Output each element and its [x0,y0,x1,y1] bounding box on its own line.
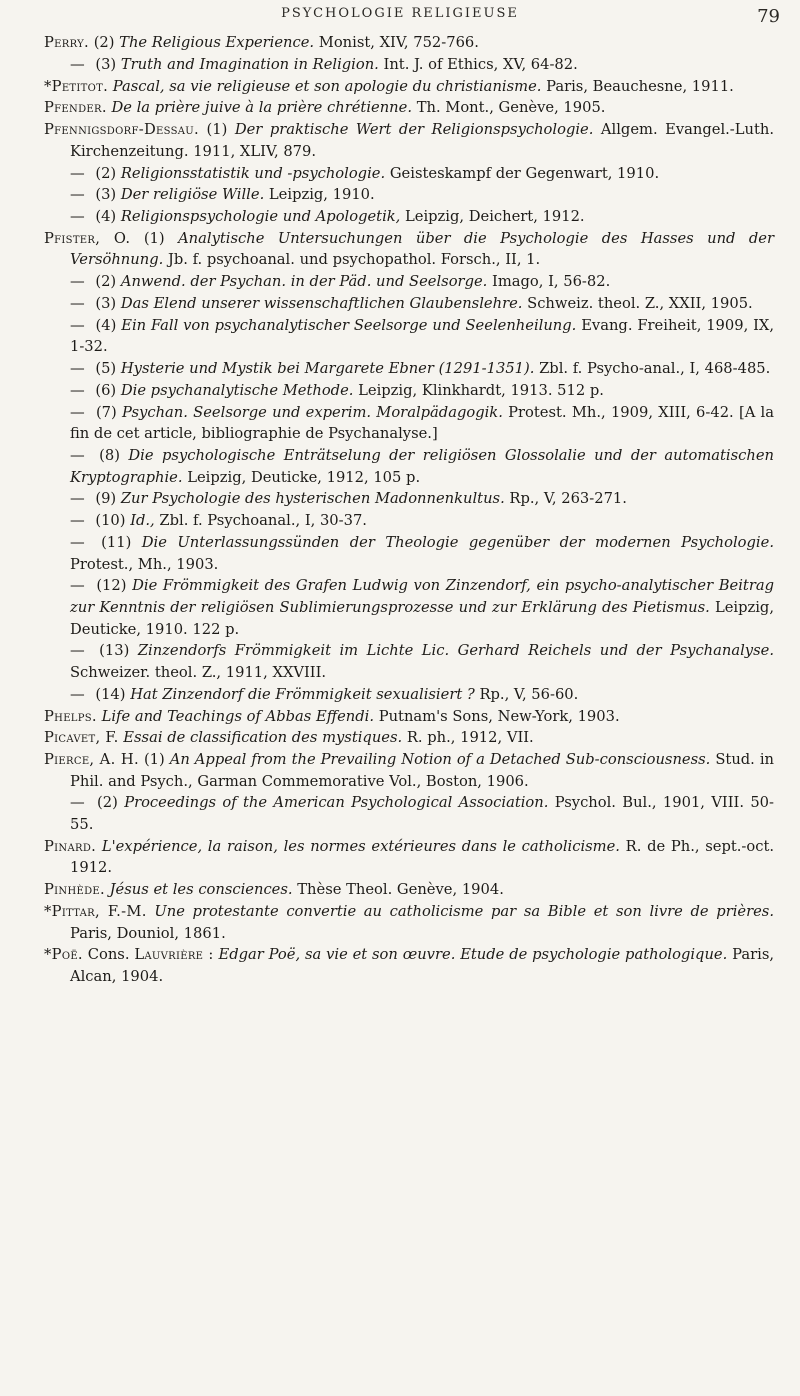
entry-author-secondary: Lauvrière : [134,946,214,964]
entry-title: Hysterie und Mystik bei Margarete Ebner (1291-1351). [120,360,535,378]
running-title: PSYCHOLOGIE RELIGIEUSE [281,6,519,21]
bibliography-entry [44,792,774,835]
entry-number: (13) [99,642,130,660]
entry-dash: — [70,186,85,204]
entry-number: (9) [95,490,117,508]
entry-number: (14) [95,685,126,703]
entry-title: Religionsstatistik und -psychologie. [120,164,386,182]
entry-number: (2) [95,273,117,291]
entry-title: Id., [130,512,155,530]
entry-number: (1) [143,751,165,769]
entry-number: (6) [95,381,117,399]
entry-details: Allgem. Evangel.-Luth. Kirchenzeitung. 1911, XLIV, 879. [70,121,775,160]
bibliography-entry [44,727,774,749]
entry-number: (2) [95,164,117,182]
bibliography-entry [44,706,774,728]
bibliography-entry [44,532,774,575]
entry-title: Jésus et les consciences. [109,881,293,899]
entry-title: Die psychologische Enträtselung der religiösen Glossolalie und der automatischen Kryptographie. [70,447,774,486]
entry-details: Int. J. of Ethics, XV, 64-82. [383,55,578,73]
bibliography-entry [44,271,774,293]
entry-author: Pinhède. [44,881,105,899]
entry-details: Protest. Mh., 1909, XIII, 6-42. [A la fin de cet article, bibliographie de Psychanalyse.] [70,403,775,443]
entry-title: Hat Zinzendorf die Frömmigkeit sexualisiert ? [130,685,475,703]
entry-number: (11) [101,534,132,552]
entry-dash: — [70,316,85,334]
entry-details: Rp., V, 263-271. [509,490,627,508]
entry-author: Pfender. [44,99,107,117]
entry-details: Geisteskampf der Gegenwart, 1910. [389,164,660,182]
entry-number: (5) [95,360,117,378]
entry-title: Der praktische Wert der Religionspsychologie. [234,121,594,139]
entry-details: Leipzig, 1910. [268,186,375,204]
bibliography-entry [44,836,774,879]
entry-details: Leipzig, Klinkhardt, 1913. 512 p. [358,381,604,399]
entry-dash: — [70,447,85,465]
entry-author: *Petitot. [44,77,109,95]
entry-details: Paris, Beauchesne, 1911. [546,77,734,95]
bibliography-entry [44,575,774,640]
entry-details: Zbl. f. Psycho-anal., I, 468-485. [539,360,771,378]
entry-title: Der religiöse Wille. [120,186,265,204]
entry-number: (3) [95,295,117,312]
entry-dash: — [70,642,85,660]
entry-details: Schweizer. theol. Z., 1911, XXVIII. [70,663,327,681]
entry-details: Evang. Freiheit, 1909, IX, 1-32. [70,316,775,356]
entry-dash: — [70,794,85,812]
entry-dash: — [70,381,85,399]
entry-number: (3) [95,186,117,204]
entry-dash: — [70,295,85,312]
entry-details: Th. Mont., Genève, 1905. [416,99,606,117]
bibliography-entry [44,445,774,488]
bibliography-entry [44,879,774,901]
entry-details: Putnam's Sons, New-York, 1903. [378,707,620,725]
entry-details: Paris, Douniol, 1861. [70,924,226,942]
entry-dash: — [70,512,85,530]
entry-title: Zur Psychologie des hysterischen Madonnenkultus. [120,490,505,508]
entry-number: (12) [96,577,127,595]
entry-title: De la prière juive à la prière chrétienne. [111,99,413,117]
entry-dash: — [70,208,85,226]
entry-details: Leipzig, Deuticke, 1912, 105 p. [187,468,421,486]
entry-title: L'expérience, la raison, les normes extérieures dans le catholicisme. [101,837,620,855]
entry-title: Proceedings of the American Psychological Association. [124,794,549,812]
bibliography-entry [44,119,774,162]
bibliography-entry [44,54,774,76]
entry-author: Pinard. [44,837,97,855]
entry-details: Paris, Alcan, 1904. [70,946,775,985]
entry-dash: — [70,490,85,508]
entry-details: Stud. in Phil. and Psych., Garman Commemorative Vol., Boston, 1906. [70,751,775,790]
page-number: 79 [757,6,780,27]
entry-dash: — [70,360,85,378]
entry-dash: — [70,55,85,73]
entry-title: Edgar Poë, sa vie et son œuvre. Etude de psychologie pathologique. [218,946,728,964]
bibliography-entry [44,163,774,185]
entry-details: Leipzig, Deichert, 1912. [405,208,585,226]
entry-author: Picavet, F. [44,729,119,747]
entry-details: R. de Ph., sept.-oct. 1912. [70,837,775,877]
bibliography-entry [44,184,774,206]
entry-details: Zbl. f. Psychoanal., I, 30-37. [159,512,367,530]
entry-title: Psychan. Seelsorge und experim. Moralpädagogik. [122,403,503,421]
entry-author: *Poë. [44,946,83,964]
entry-prefix: Cons. [87,946,130,964]
bibliography-entry [44,32,774,54]
entry-title: Analytische Untersuchungen über die Psychologie des Hasses und der Versöhnung. [70,229,774,269]
bibliography-entry [44,228,774,271]
bibliography-entry [44,76,774,98]
bibliography-entry [44,97,774,119]
entry-details: Schweiz. theol. Z., XXII, 1905. [527,295,753,312]
entry-author: Phelps. [44,707,97,725]
entry-details: Imago, I, 56-82. [492,273,611,291]
bibliography-entry [44,684,774,706]
entry-dash: — [70,273,85,291]
bibliography-entry [44,380,774,402]
entry-title: Truth and Imagination in Religion. [120,55,379,73]
entry-title: Die Unterlassungssünden der Theologie gegenüber der modernen Psychologie. [141,534,774,552]
entry-title: An Appeal from the Prevailing Notion of a Detached Sub-consciousness. [169,751,711,769]
entry-title: Une protestante convertie au catholicisme par sa Bible et son livre de prières. [154,903,775,920]
entry-number: (2) [93,34,115,51]
entry-author: *Pittar, F.-M. [44,903,147,920]
entry-title: Pascal, sa vie religieuse et son apologie du christianisme. [112,77,542,95]
entry-details: R. ph., 1912, VII. [406,729,534,747]
bibliography-entry [44,944,774,987]
entry-number: (7) [95,403,117,421]
entry-details: Psychol. Bul., 1901, VIII. 50-55. [70,794,774,834]
entry-number: (10) [95,512,126,530]
entry-author: Pierce, A. H. [44,751,139,769]
entry-title: Religionspsychologie und Apologetik, [120,208,401,226]
entry-author: Perry. [44,34,90,51]
entry-details: Monist, XIV, 752-766. [318,34,479,51]
entry-title: Das Elend unserer wissenschaftlichen Glaubenslehre. [120,295,523,312]
bibliography-entry [44,358,774,380]
entry-details: Leipzig, Deuticke, 1910. 122 p. [70,599,774,638]
bibliography-entry [44,206,774,228]
entry-details: Rp., V, 56-60. [479,685,579,703]
bibliography-entry [44,293,774,315]
entry-dash: — [70,403,85,421]
entry-title: Anwend. der Psychan. in der Päd. und Seelsorge. [120,273,488,291]
entry-title: Life and Teachings of Abbas Effendi. [101,707,375,725]
entry-author: Pfennigsdorf-Dessau. [44,121,199,139]
bibliography-entry [44,488,774,510]
entry-title: Ein Fall von psychanalytischer Seelsorge und Seelenheilung. [121,316,577,334]
bibliography-entry [44,315,774,358]
bibliography-list [44,32,774,988]
entry-title: Zinzendorfs Frömmigkeit im Lichte Lic. Gerhard Reichels und der Psychanalyse. [137,642,774,660]
running-head [0,6,800,30]
bibliography-entry [44,640,774,683]
bibliography-entry [44,901,774,944]
entry-details: Protest., Mh., 1903. [70,555,219,573]
entry-title: Die Frömmigkeit des Grafen Ludwig von Zinzendorf, ein psycho-analytischer Beitrag zur Kenntnis der religiösen Sublimierungsprozesse und zur Erklärung des Pietismus. [70,577,775,616]
entry-number: (2) [97,794,118,812]
entry-dash: — [70,577,85,595]
entry-details: Jb. f. psychoanal. und psychopathol. Forsch., II, 1. [167,251,541,269]
entry-title: Die psychanalytische Methode. [120,381,354,399]
entry-dash: — [70,534,85,552]
entry-author: Pfister, O. [44,229,131,247]
bibliography-entry [44,510,774,532]
entry-title: Essai de classification des mystiques. [123,729,403,747]
entry-details: Thèse Theol. Genève, 1904. [297,881,504,899]
entry-number: (1) [206,121,228,139]
entry-number: (3) [95,55,117,73]
entry-dash: — [70,685,85,703]
entry-number: (4) [95,208,117,226]
bibliography-entry [44,749,774,792]
bibliography-entry [44,402,774,445]
entry-number: (8) [99,447,120,465]
entry-dash: — [70,164,85,182]
entry-number: (1) [143,229,165,247]
entry-number: (4) [95,316,117,334]
entry-title: The Religious Experience. [119,34,315,51]
